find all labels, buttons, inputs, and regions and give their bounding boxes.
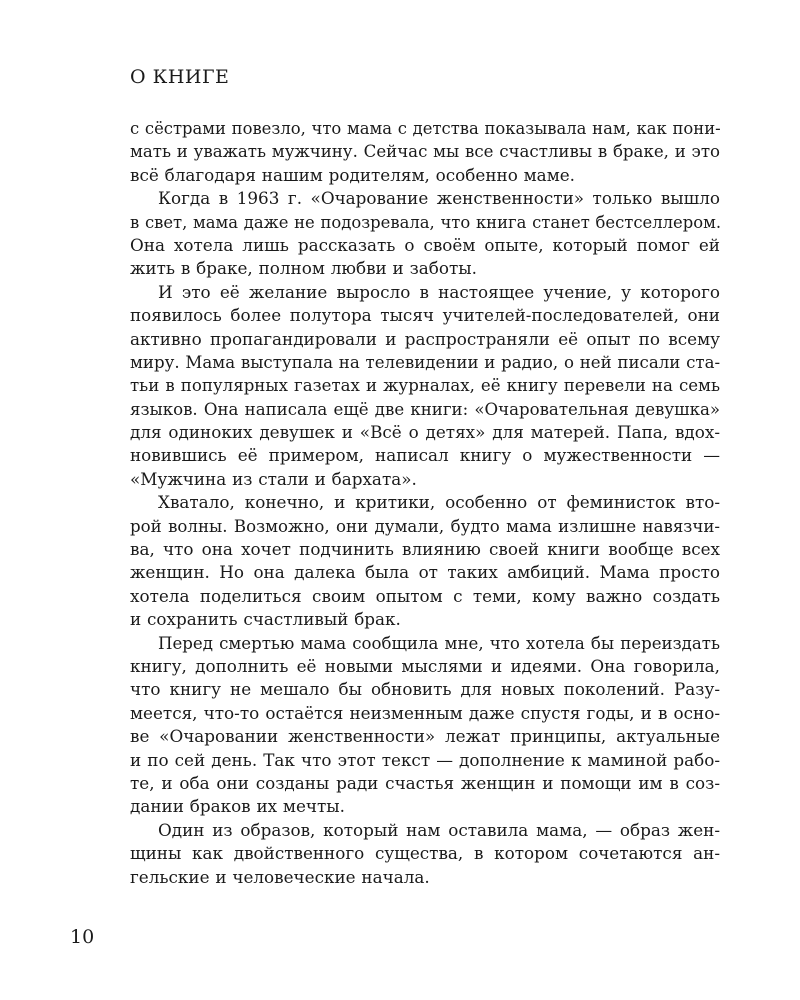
text-line: новившись её примером, написал книгу о мужественности — xyxy=(130,445,720,466)
text-line: хотела поделиться своим опытом с теми, кому важно создать xyxy=(130,585,720,606)
text-line: языков. Она написала ещё две книги: «Очаровательная девушка» xyxy=(130,399,720,419)
text-line: Один из образов, который нам оставила мама, — образ жен- xyxy=(158,819,720,840)
text-line: появилось более полутора тысяч учителей-последователей, они xyxy=(130,305,720,326)
text-line: И это её желание выросло в настоящее учение, у которого xyxy=(158,281,720,302)
text-line: меется, что-то остаётся неизменным даже спустя годы, и в осно- xyxy=(130,702,720,723)
text-line: всё благодаря нашим родителям, особенно маме. xyxy=(130,164,576,185)
text-line: Когда в 1963 г. «Очарование женственности» только вышло xyxy=(158,188,720,209)
text-line: для одиноких девушек и «Всё о детях» для матерей. Папа, вдох- xyxy=(130,422,720,443)
text-line: ве «Очаровании женственности» лежат принципы, актуальные xyxy=(130,726,720,747)
text-line: щины как двойственного существа, в котором сочетаются ан- xyxy=(130,843,720,864)
running-head: О КНИГЕ xyxy=(130,66,230,88)
text-line: с сёстрами повезло, что мама с детства показывала нам, как пони- xyxy=(130,119,721,138)
text-line: Хватало, конечно, и критики, особенно от феминисток вто- xyxy=(158,492,720,513)
text-line: рой волны. Возможно, они думали, будто мама излишне навязчи- xyxy=(130,516,720,536)
text-line: и по сей день. Так что этот текст — дополнение к маминой рабо- xyxy=(130,749,720,770)
text-line: «Мужчина из стали и бархата». xyxy=(130,468,417,489)
text-line: женщин. Но она далека была от таких амбиций. Мама просто xyxy=(130,562,720,583)
text-line: гельские и человеческие начала. xyxy=(130,866,430,887)
page-number: 10 xyxy=(70,926,95,948)
text-line: книгу, дополнить её новыми мыслями и идеями. Она говорила, xyxy=(130,655,720,676)
text-line: дании браков их мечты. xyxy=(130,796,345,817)
text-line: миру. Мама выступала на телевидении и радио, о ней писали ста- xyxy=(130,352,721,372)
text-line: тьи в популярных газетах и журналах, её книгу перевели на семь xyxy=(130,376,720,396)
text-line: в свет, мама даже не подозревала, что книга станет бестселлером. xyxy=(130,212,722,232)
text-line: что книгу не мешало бы обновить для новых поколений. Разу- xyxy=(130,679,720,700)
text-line: Перед смертью мама сообщила мне, что хотела бы переиздать xyxy=(158,633,720,653)
text-line: ва, что она хочет подчинить влиянию своей книги вообще всех xyxy=(130,539,720,560)
text-line: Она хотела лишь рассказать о своём опыте, который помог ей xyxy=(130,234,720,255)
text-line: жить в браке, полном любви и заботы. xyxy=(130,258,477,279)
body-text xyxy=(130,117,720,889)
text-line: мать и уважать мужчину. Сейчас мы все счастливы в браке, и это xyxy=(130,142,720,162)
text-line: и сохранить счастливый брак. xyxy=(130,609,401,630)
text-line: активно пропагандировали и распространяли её опыт по всему xyxy=(130,328,720,349)
text-line: те, и оба они созданы ради счастья женщин и помощи им в соз- xyxy=(130,772,720,793)
